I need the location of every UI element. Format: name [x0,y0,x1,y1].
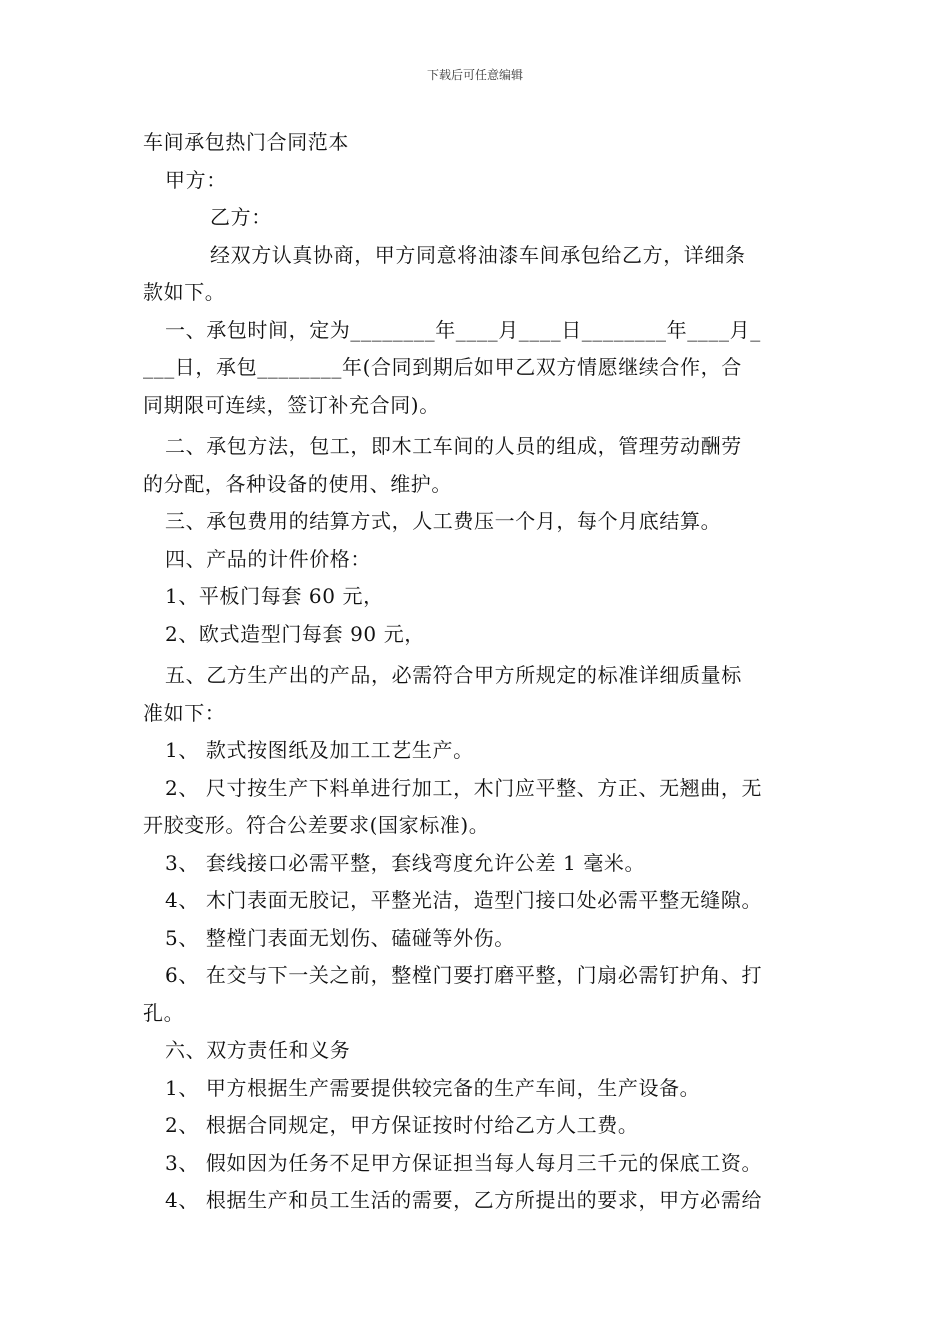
document-title: 车间承包热门合同范本 [143,130,349,154]
intro-line-2: 款如下。 [143,280,226,304]
document-body [143,124,807,1220]
quality-item-4: 4、 木门表面无胶记，平整光洁，造型门接口处必需平整无缝隙。 [165,888,763,912]
section-4: 四、产品的计件价格： [165,546,371,571]
quality-item-3: 3、 套线接口必需平整，套线弯度允许公差 1 毫米。 [165,850,646,875]
section-2-line-1: 二、承包方法，包工，即木工车间的人员的组成，管理劳动酬劳 [165,434,742,458]
price-item-2: 2、欧式造型门每套 90 元， [165,621,425,646]
quality-item-5: 5、 整樘门表面无划伤、磕碰等外伤。 [165,925,515,950]
section-6: 六、双方责任和义务 [165,1038,351,1062]
price-item-1: 1、平板门每套 60 元， [165,584,384,608]
section-3: 三、承包费用的结算方式，人工费压一个月，每个月底结算。 [165,509,722,533]
section-1-line-2: ___日，承包________年(合同到期后如甲乙双方情愿继续合作，合 [143,355,742,379]
duty-item-2: 2、 根据合同规定，甲方保证按时付给乙方人工费。 [165,1113,639,1137]
duty-item-3: 3、 假如因为任务不足甲方保证担当每人每月三千元的保底工资。 [165,1150,763,1175]
duty-item-4: 4、 根据生产和员工生活的需要，乙方所提出的要求，甲方必需给 [165,1188,763,1212]
intro-line-1: 经双方认真协商，甲方同意将油漆车间承包给乙方，详细条 [210,242,746,267]
section-1-line-3: 同期限可连续，签订补充合同)。 [143,392,440,417]
quality-item-1: 1、 款式按图纸及加工工艺生产。 [165,738,474,762]
duty-item-1: 1、 甲方根据生产需要提供较完备的生产车间，生产设备。 [165,1075,701,1100]
quality-item-2-line-1: 2、 尺寸按生产下料单进行加工，木门应平整、方正、无翘曲，无 [165,775,763,800]
quality-item-2-line-2: 开胶变形。符合公差要求(国家标准)。 [143,813,490,837]
section-5-line-1: 五、乙方生产出的产品，必需符合甲方所规定的标准详细质量标 [165,663,742,687]
page-header: 下载后可任意编辑 [426,68,523,82]
section-1-line-1: 一、承包时间，定为________年____月____日________年____月_ [165,317,761,342]
section-5-line-2: 准如下： [143,700,226,725]
quality-item-6-line-1: 6、 在交与下一关之前，整樘门要打磨平整，门扇必需钉护角、打 [165,963,763,987]
party-b-line: 乙方： [210,205,272,229]
section-2-line-2: 的分配，各种设备的使用、维护。 [143,471,452,496]
quality-item-6-line-2: 孔。 [143,1000,185,1025]
party-a-line: 甲方： [165,167,227,192]
